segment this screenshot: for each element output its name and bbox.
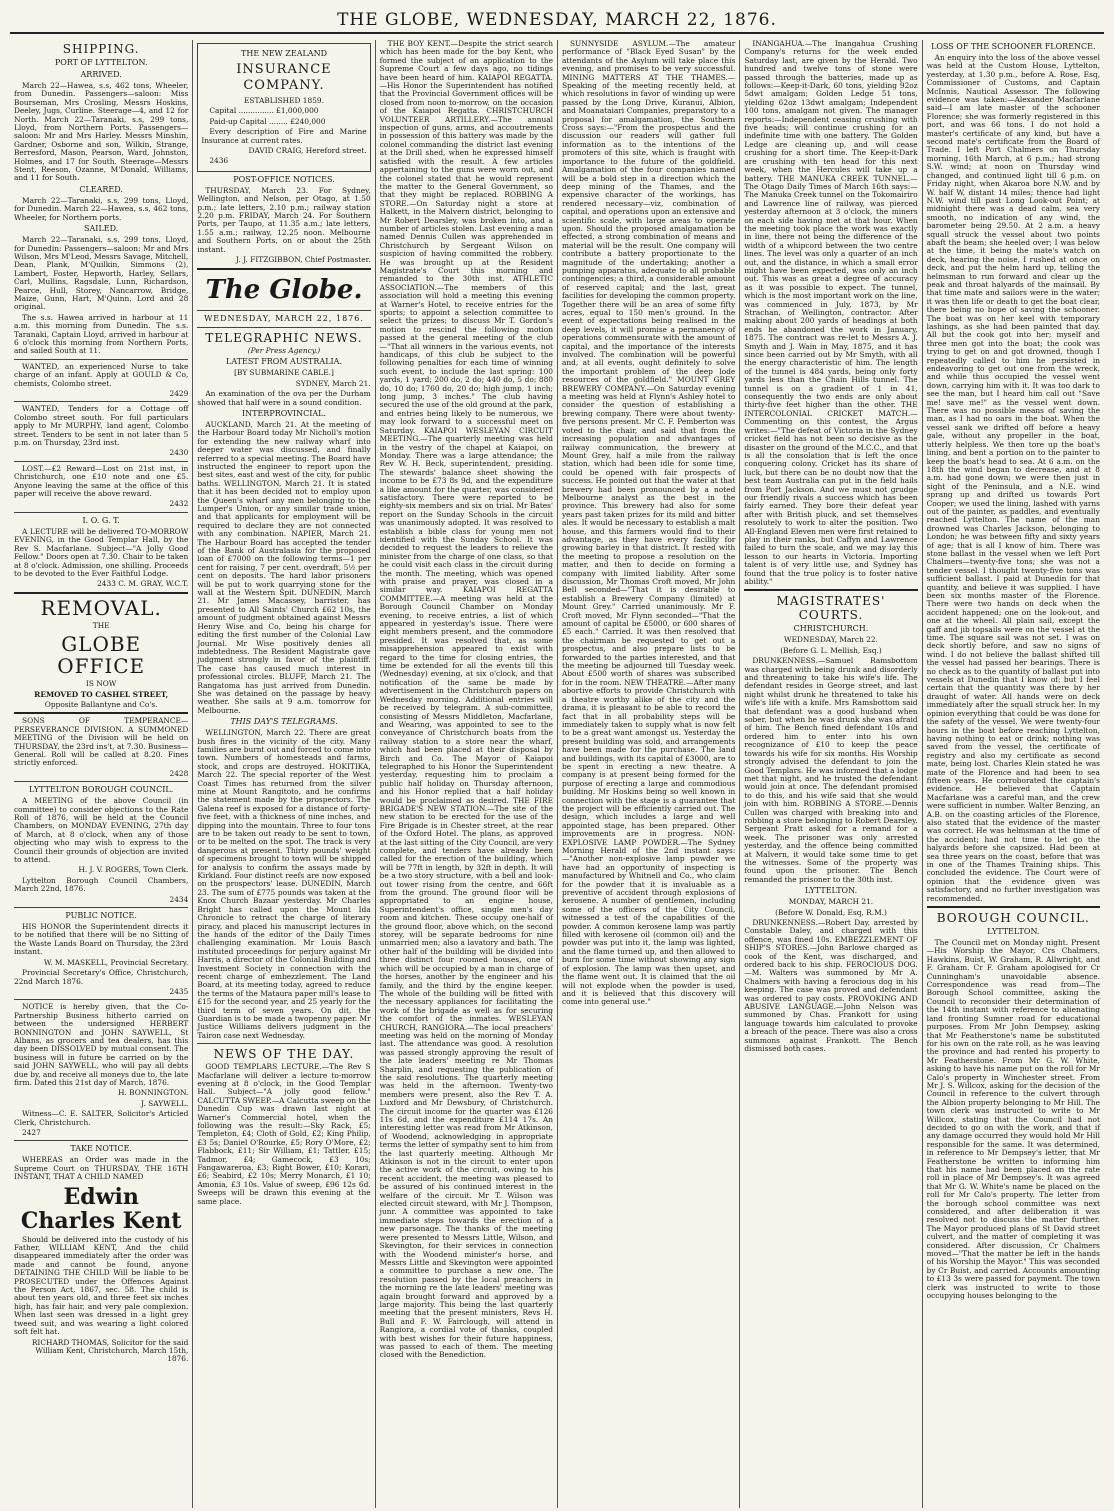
- iogt-heading: I. O. G. T.: [82, 515, 120, 525]
- divider: [197, 310, 370, 311]
- public-notice-text: HIS HONOR the Superintendent directs it to be notified that there will be no Sitting of the Waste Lands Board on Thursday, the 23rd instant.: [14, 922, 189, 957]
- columns: [10, 40, 1104, 1508]
- insurance-heading-1: THE NEW ZEALAND: [241, 49, 327, 58]
- insurance-paid-up: Paid-up Capital ........ £240,000: [209, 116, 326, 126]
- divider: [197, 268, 370, 270]
- column-5: [739, 40, 921, 1508]
- sydney-dateline: SYDNEY, March 21.: [295, 378, 371, 388]
- removal-opposite: Opposite Ballantyne and Co's.: [44, 699, 158, 709]
- schooner-loss-heading: LOSS OF THE SCHOONER FLORENCE.: [931, 42, 1096, 51]
- column-1: [10, 40, 192, 1508]
- divider: [14, 999, 188, 1000]
- public-notice-date: Provincial Secretary's Office, Christchurch, 22nd March 1876.: [14, 968, 189, 986]
- dissolution-signature-2: J. SAYWELL.: [141, 1098, 189, 1108]
- divider: [14, 359, 188, 360]
- divider: [14, 512, 188, 513]
- child-name: Edwin Charles Kent: [20, 1183, 182, 1234]
- divider: [14, 907, 188, 908]
- divider: [744, 589, 917, 591]
- post-office-heading: POST-OFFICE NOTICES.: [233, 174, 335, 184]
- removal-is-now: IS NOW: [85, 679, 117, 689]
- take-notice-text-2: Should be delivered into the custody of his Father, WILLIAM KENT, And the child disappeared immediately after the order was made and cannot be found, anyone DETAINING THE CHILD Will be liable to be PROSECUTED under the Offences Against the Person Act, 1867, sec. 58. The child is about ten years old, and three feet six inches high, has fair hair, and very pale complexion. When last seen was dressed in a light grey tweed suit, and was wearing a light colored soft felt hat.: [14, 1234, 189, 1337]
- sailed-heading: SAILED.: [84, 224, 119, 234]
- column-3: [375, 40, 557, 1508]
- insurance-number: 2436: [209, 156, 229, 166]
- borough-council-heading: BOROUGH COUNCIL.: [936, 911, 1090, 926]
- magistrates-heading: MAGISTRATES' COURTS.: [776, 594, 886, 623]
- globe-date: WEDNESDAY, MARCH 22, 1876.: [204, 313, 364, 323]
- post-office-text: THURSDAY, March 23. For Sydney, Wellington, and Nelson, per Otago, at 1.50 p.m.; late letters, 2.10 p.m.; railway station 2.20 p.m. FRIDAY, March 24. For Southern Ports, per Taupo, at 11.35 a.m.; late letters, 1.55 a.m.; railway, 12.25 noon. Melbourne and Southern Ports, on or about the 25th instant.: [197, 185, 371, 254]
- dissolution-signature-1: H. BONNINGTON.: [118, 1088, 189, 1098]
- borough-council-subheading: LYTTELTON.: [987, 927, 1040, 937]
- arrived-heading: ARRIVED.: [80, 70, 122, 79]
- post-office-signature: J. J. FITZGIBBON, Chief Postmaster.: [236, 255, 371, 265]
- telegraphic-heading: TELEGRAPHIC NEWS.: [205, 330, 363, 345]
- dissolution-notice-text: NOTICE is hereby given, that the Co-Partnership Business hitherto carried on between the undersigned HERBERT BONNINGTON and JOHN SAYWELL, St Albans, as grocers and tea dealers, has this day been DISSOLVED by mutual consent. The business will in future be carried on by the said JOHN SAYWELL, who will pay all debts due by, and receive all moneys due to, the late firm. Dated this 21st day of March, 1876.: [14, 1002, 189, 1087]
- divider: [927, 906, 1100, 908]
- arrived-text: March 22—Hawea, s.s, 462 tons, Wheeler, from Dunedin. Passengers—saloon: Miss Bourseman, Mrs Crosling, Messrs Hoskins, Deeley, Jugs, Curline. Steerage—4, and 12 for North. March 22—Taranaki, s.s, 299 tons, Lloyd, from Northern Ports. Passengers—saloon: Mr and Mrs Harley. Messrs Minshin, Gardner, Osborne and son, Wilkin, Strange, Berresford, Mason, Pearson, Ward, Johnston, Holmes, and 17 for South. Steerage—Messrs Stent, Reeson, Ozanne, M'Donald, Williams, and 11 for South.: [14, 81, 189, 183]
- divider: [14, 1140, 188, 1141]
- divider: [14, 781, 188, 782]
- insurance-capital: Capital ............... £1,000,000: [209, 106, 319, 116]
- hawea-text: The s.s. Hawea arrived in harbour at 11 a.m. this morning from Dunedin. The s.s. Taranaki, Captain Lloyd, arrived in harbour at 6 o'clock this morning from Northern Ports, and sailed South at 11.: [14, 312, 189, 356]
- lyttelton-text: DRUNKENNESS.—Robert Day, arrested by Constable Daley, and charged with this offence, was fined 10s. EMBEZZLEMENT OF SHIP'S STORES.—John Barlowe charged as cook of the Kent, was discharged, and ordered back to his ship. FEROCIOUS DOG.—M. Walters was summoned by Mr A. Chalmers with having a ferocious dog in his keeping. The case was proved and defendant was ordered to pay costs. PROVOKING AND ABUSIVE LANGUAGE.—John Nelson was summoned by Chas. Frankott for using language towards him calculated to provoke a breach of the peace. There was also a cross summons against Frankott. The Bench dismissed both cases.: [744, 918, 918, 1054]
- removal-the: THE: [92, 620, 110, 630]
- insurance-ad: [197, 43, 370, 172]
- divider: [197, 327, 370, 328]
- interprovincial-heading: INTERPROVINCIAL.: [241, 408, 327, 418]
- insurance-text: Every description of Fire and Marine Insurance at current rates.: [201, 127, 367, 145]
- borough-council-text: The Council met on Monday night. Present—His Worship the Mayor, Crs Chalmers, Hawkins, Buist, W. Graham, R. Allwright, and F. Graham. Cr F. Graham apologised for Cr Cunningham's unavoidable absence. Correspondence was read from—The Borough School committee, asking the Council to reconsider their determination of the 14th instant with reference to alienating land fronting Sumner road for educational purposes. From Mr John Dempsey, asking that Mr Featherstone's name be substituted for his own on the rate roll, as he was leaving the province and had rented his property to Mr Featherstone. From Mr G. W. White, asking to have his name put on the roll for Mr Calo's property in Winchester street. From Mr J. S. Willcox, asking for the decision of the Council in reference to the culvert through the Albion property belonging to Mr Hill. The town clerk was instructed to write to Mr Willcox, stating that the Council had not decided to go on with the work, and that if any damage occurred they would hold Mr Hill responsible for the same. It was determined, in reference to Mr Dempsey's letter, that Mr Featherstone be written to informing him that his name had been placed on the rate roll in place of Mr Dempsey's. It was agreed that Mr G. W. White's name be placed on the roll for Mr Calo's property. The letter from the borough school committee was next considered, and after deliberation it was resolved not to discuss the matter further. The Mayor produced plans of St David street culvert, and the matter of completing it was considered. After discussion, Cr Chalmers moved—"That the matter be left in the hands of his Worship the Mayor." This was seconded by Cr Buist, and carried. Accounts amounting to £13 3s were passed for payment. The town clerk was instructed to write to those occupying houses belonging to the: [926, 938, 1100, 1301]
- ad-lost: LOST.—£2 Reward—Lost on 21st inst, in Christchurch, one £10 note and one £5. Anyone leaving the same at the office of this paper will receive the above reward.: [14, 463, 189, 499]
- insurance-established: ESTABLISHED 1859.: [244, 96, 324, 105]
- column-3-text: THE BOY KENT.—Despite the strict search which has been made for the boy Kent, who formed the subject of an application to the Supreme Court a few days ago, no tidings have been heard of him. KAIAPOI REGATTA.—His Honor the Superintendent has notified that the Provincial Government offices will be closed from noon to-morrow, on the occasion of the Kaiapoi Regatta. CHRISTCHURCH VOLUNTEER ARTILLERY.—The annual inspection of guns, arms, and accoutrements in possession of this battery was made by the colonel commanding the district last evening at the Drill shed, when he expressed himself satisfied with the result. A few articles appertaining to the guns were worn out, and the colonel stated that he would represent the matter to the General Government, so that they might be replaced. ROBBING A STORE.—On Saturday night a store at Halkett, in the Malvern district, belonging to Mr Robert Dearsley, was broken into, and a number of articles stolen. Last evening a man named Dennis Cullen was apprehended in Christchurch by Sergeant Wilson on suspicion of having committed the robbery. He was brought up at the Resident Magistrate's Court this morning and remanded to the 30th inst. ATHLETIC ASSOCIATION.—The members of this association will hold a meeting this evening at Warner's Hotel, to receive entries for the sports; to appoint a selection committee to select the prizes; to discuss Mr T. Gordon's motion to rescind the following motion passed at the general meeting of the club—"That all winners in the various events, not handicaps, of this club be subject to the following penalties for each time of winning such event, to include the last spring: 100 yards, 1 yard; 200 do, 2 do; 440 do, 5 do; 880 do, 10 do; 1760 do, 20 do; high jump, 1 inch; long jump, 3 inches." The club having secured the use of the old ground at the park, and entries being likely to be numerous, we may look forward to a successful meet on Saturday. KAIAPOI WESLEYAN CIRCUIT MEETING.—The quarterly meeting was held in the vestry of the chapel at Kaiapoi, on Monday. There was a large attendance; the Rev W. H. Beck, superintendent, presiding. The stewards' balance sheet showing the income to be £73 8s 9d, and the expenditure a like amount for the quarter, was considered satisfactory. There were reported to be eighty-six members and six on trial. Mr Bates' report on the Sunday Schools in the circuit was unanimously adopted. It was resolved to establish a bible class for young men not identified with the Sunday School. It was decided to request the leaders to relieve the minister from the charge of one class, so that he could visit each class in the circuit during the month. The meeting, which was opened with praise and prayer, was closed in a similar way. KAIAPOI REGATTA COMMITTEE.—A meeting was held at the Borough Council Chamber on Monday evening, to receive entries, a list of which appeared in yesterday's issue. There were eight members present, and the commodore presided. It was resolved that, as some misapprehension appeared to exist with regard to the time for closing entries, the time be extended for all the events till this (Wednesday) evening, at six o'clock, and that notification of the same be made by advertisement in the Christchurch papers on Wednesday morning. Additional entries will be received by telegram. A sub-committee, consisting of Messrs Middleton, Macfarlane, and Wearing, was appointed to see to the conveyance of Christchurch boats from the railway station to a store near the wharf, which had been placed at their disposal by Birch and Co. The Mayor of Kaiapoi telegraphed to his Honor the Superintendent yesterday, requesting him to proclaim a public half holiday on Thursday afternoon, and his Honor replied that a half holiday would be proclaimed as desired. THE FIRE BRIGADE'S NEW STATION.—The site of the new station to be erected for the use of the Fire Brigade is in Chester street, at the rear of the Oxford Hotel. The plans, as approved at the last sitting of the City Council, are very complete, and tenders have already been called for the erection of the building, which will be 77ft in length, by 32ft in depth. It will be a two story structure, with a bell and look-out tower rising from the centre, and 66ft from the ground. The ground floor will be appropriated to an engine house, Superintendent's office, single men's day room and kitchen. These occupy one-half of the ground floor, above which, on the second storey, will be separate bedrooms for nine unmarried men; also a lavatory and bath. The other half of the building will be divided into three distinct four roomed houses, one of which will be occupied by a man in charge of the horses, another by the engineer and his family, and the third by the engine keeper. The whole of the building will be fitted with the necessary appliances for facilitating the work of the brigade as well as for securing the comfort of the inmates. WESLEYAN CHURCH, RANGIORA.—The local preachers' meeting was held on the morning of Monday last. The attendance was good. A resolution was passed strongly approving the result of the late leaders' meeting re Mr Thomas Sharplin, and requesting the publication of the said resolutions. The quarterly meeting was held in the afternoon. Twenty-two members were present, also the Rev T. A. Luxford and Mr Dewsbury, of Christchurch. The circuit income for the quarter was £126 11s 6d, and the expenditure £114 17s. An interesting letter was read from Mr Atkinson, of Woodend, acknowledging in appropriate terms the letter of sympathy sent to him from the last quarterly meeting. Although Mr Atkinson is not in the circuit to enter upon the active work of the circuit, owing to his recent accident, the meeting was pleased to be assured of his continued interest in the welfare of the circuit. Mr T. Wilson was elected circuit steward, with Mr J. Thompson, junr. A committee was appointed to take immediate steps towards the erection of a new parsonage. The thanks of the meeting were presented to Messrs Little, Wilson, and Skevington, for their services in connection with the Woodend minister's horse, and Messrs Little and Skevington were appointed a committee to purchase a new one. The resolution passed by the local preachers in the morning re the late leaders' meeting was again brought forward and approved by a large majority. This being the last quarterly meeting that the present ministers, Revs H. Bull and F. W. Fairclough, will attend in Rangiora, a cordial vote of thanks, coupled with best wishes for their future happiness, was passed to each of them. The meeting closed with the Benediction.: [379, 40, 553, 1360]
- council-text: A MEETING of the above Council (in committee) to consider objections to the Rate Roll of 1876, will be held at the Council Chambers, on MONDAY EVENING, 27th day of March, at 8 o'clock, when any of those objecting who may wish to express to the Council their grounds of objection are invited to attend.: [14, 796, 189, 865]
- column-2: [192, 40, 374, 1508]
- news-of-day-text: GOOD TEMPLARS LECTURE.—The Rev S Macfarlane will deliver a lecture to-morrow evening at 8 o'clock, in the Good Templar Hall. Subject—"A jolly good fellow." CALCUTTA SWEEP.—A Calcutta sweep on the Dunedin Cup was drawn last night at Warner's Commercial hotel, when the following was the result:—Sky Rack, £5; Templeton, £4; Cloth of Gold, £2; King Philip, £3 5s; Daniel O'Rourke, £5; Rory O'More, £2; Flabbock, £11; Sir William, £1; Tattler, £15; Tadmor, £4; Gamecock, £3 10s; Fangawareroa, £3; Right Bower, £10; Korari, £6; Seabird, £2 10s; Merry Monarch, £1 10; Amonia, £3 10s. Value of sweep, £96 12s 6d. Sweeps will be drawn this evening at the same place.: [197, 1062, 371, 1206]
- take-notice-text-1: WHEREAS an Order was made in the Supreme Court on THURSDAY, THE 16TH INSTANT, THAT A CHILD NAMED: [14, 1155, 189, 1182]
- shipping-heading: SHIPPING.: [62, 42, 140, 56]
- take-notice-signature: RICHARD THOMAS, Solicitor for the said William Kent, Christchurch, March 15th, 1876.: [31, 1337, 189, 1364]
- iogt-signature: 2433 C. M. GRAY, W.C.T.: [97, 579, 189, 589]
- masthead: THE GLOBE, WEDNESDAY, MARCH 22, 1876.: [10, 8, 1104, 34]
- lyttelton-heading: LYTTELTON.: [804, 886, 858, 896]
- removal-to: REMOVED TO CASHEL STREET,: [34, 689, 169, 699]
- public-notice-number: 2435: [169, 986, 189, 996]
- press-agency: (Per Press Agency.): [247, 345, 321, 355]
- council-number: 2434: [169, 894, 189, 904]
- column-5-text: INANGAHUA.—The Inangahua Crushing Company's returns for the week ended Saturday last, are given by the Herald. Two hundred and twelve tons of stone were passed through the batteries, made up as follows:—Keep-it-Dark, 60 tons, yielding 92oz 5dwt amalgam; Golden Ledge 51 tons, yielding 62oz 13dwt amalgam; Independent 100 tons, amalgam not given. The manager reports:—Independent ceasing crushing with five heads; will continue crushing for an indefinite time with one battery. The Golden Ledge are cleaning up, and will cease crushing for a short time. The Keep-it-Dark are crushing with ten head for this next week, when the Hercules will take up a battery. THE MANUKA CREEK TUNNEL.—The Otago Daily Times of March 16th says:—The Manuka Creek tunnel on the Tokomairiro and Lawrence line of railway, was pierced yesterday afternoon at 3 o'clock, the miners on each side having met at that hour. When the meeting took place the work was exactly in line, there not being the difference of the width of a whipcord between the two centre lines. The level was only a quarter of an inch out, and the distance, in which a small error might have been expected, was only an inch out. This was as great a degree of accuracy as it was possible to expect. The tunnel, which is the most important work on the line, was commenced in July, 1873, by Mr Strachan, of Wellington, contractor. After making about 200 yards of headings at both ends he abandoned the work in January, 1875. The contract was re-let to Messrs A. J. Smyth and J. Wain in May, 1875, and it has since been carried out by Mr Smyth, with all the energy characteristic of him. The length of the tunnel is 484 yards, being only forty yards less than the Chain Hills tunnel. The tunnel is on a gradient of 1 in 41, consequently the two ends are only about thirty-five feet higher than the other. THE INTERCOLONIAL CRICKET MATCH.—Commenting on this contest, the Argus writes:—"The defeat of Victoria in the Sydney cricket field has not been so decisive as the disaster on the ground of the M.C.C., and that is all the consolation that is left the once conquering colony. Cricket has its share of luck, but there can be no doubt now that the best team Australia can put in the field hails from Port Jackson. And we must not grudge our friendly rivals a success which has been fairly earned. They bore their defeat year after with British pluck, and set themselves resolutely to work to alter the position. Two All-England Eleven men were first retained to play in their ranks, but Caffyn and Lawrence failed to turn the scale, and we may lay this lesson to our hearts in Victoria. Importing talent is of very little use, and Sydney has found that the true policy is to foster native ability.": [744, 40, 918, 586]
- column-4-text: SUNNYSIDE ASYLUM.—The amateur performance of "Black Eyed Susan" by the attendants of the Asylum will take place this evening, and promises to be very successful. MINING MATTERS AT THE THAMES.—Speaking of the meeting recently held, at which resolutions in favor of winding up were passed by the Long Drive, Kuranui, Albion, and Moanataiari Companies, preparatory to a proposal for amalgamation, the Southern Cross says:—"From the prospectus and the discussion our readers will gather full information as to the intentions of the promoters of this site, which is fraught with importance to the future of the goldfield. Amalgamation of the four companies named will be a bold step in a direction which the deep mining of the Thames, and the expensive character of the workings, has rendered necessary—viz, combination of capital, and operations upon an extensive and scientific scale, with large areas to operate upon. Should the proposed amalgamation be effected, a strong combination of means and material will be the result. One company will contribute a battery proportionate to the magnitude of the undertaking; another a pumping apparatus, adequate to all probable contingencies; a third, a considerable amount of reserved capital; and the last, great facilities for developing the common property. Together there will be an area of some fifty acres, equal to 150 men's ground. In the event of expectations being realised in the deep levels, it will promise a permanency of operations commensurate with the amount of capital, and the importance of the interests involved. The combination will be powerful and, at all events, ought definitely to solve the important problem of the deep lode resources of the goldfield." MOUNT GREY BREWERY COMPANY.—On Saturday evening a meeting was held at Flynn's Ashley hotel to consider the question of establishing a brewing company. There were about twenty-five persons present. Mr C. F. Pemberton was voted to the chair, and said that from the increasing population and advantages of railway communication, the brewery at Mount Grey, half a mile from the railway station, which had been idle for some time, could be opened with fair prospects of success. He pointed out that the water at that brewery had been pronounced by a noted Melbourne analyst as the best in the province. This brewery had also for some years past taken prizes for its mild and bitter ales. It would be necessary to establish a malt house, and this farmers would find to their advantage, as they have every facility for growing barley in that district. It rested with the meeting to propose a resolution on the matter, and then to decide on forming a company with limited liability. After some discussion, Mr Thomas Croft moved, Mr John Bell seconded—"That it is desirable to establish a Brewery Company (limited) at Mount Grey." Carried unanimously. Mr F. Croft moved, Mr Flynn seconded—"That the amount of capital be £5000, or 600 shares of £5 each." Carried. It was then resolved that the chairman be requested to get out a prospectus, and also prepare lists to be forwarded to the parties interested, and that the meeting be adjourned till Tuesday week. About £500 worth of shares was subscribed for in the room. NEW THEATRE.—After many abortive efforts to provide Christchurch with a theatre worthy alike of the city and the drama, it is pleasant to be able to record the fact that in all probability steps will be immediately taken to supply what is now felt to be a great want amongst us. Yesterday the present building was sold, and arrangements have been made for the purchase. The land and buildings, with its capital of £3000, are to be spent in erecting a new theatre. A company is at present being formed for the purpose of erecting a large and commodious building. Mr Hoskins being so well known in connection with the stage is a guarantee that the project will be efficiently carried out. The design, which includes a large and well appointed stage, has been prepared. Other improvements are in progress. NON-EXPLOSIVE LAMP POWDER.—The Sydney Morning Herald of the 2nd instant says:—"Another non-explosive lamp powder we have had an opportunity of inspecting is manufactured by Whitnell and Co., who claim for the powder that it is invaluable as a preventive of accident through explosions of kerosene. A number of gentlemen, including some of the officers of the City Council, witnessed a test of the capabilities of the powder. A common kerosene lamp was partly filled with kerosene oil (common oil) and the powder was put into it, the lamp was lighted, and the flame turned up, and then allowed to burn for some time without showing any sign of explosion. The lamp was then upset, and the flame went out. It is claimed that the oil will not explode when the powder is used, and it is believed that this discovery will come into general use.": [561, 40, 736, 1007]
- divider: [14, 592, 188, 594]
- lyttelton-date: MONDAY, MARCH 21.: [788, 897, 874, 907]
- cleared-text: March 22—Taranaki, s.s, 299 tons, Lloyd, for Dunedin. March 22—Hawea, s.s, 462 tons, Wheeler, for Northern ports.: [14, 195, 189, 222]
- public-notice-heading: PUBLIC NOTICE.: [65, 911, 137, 921]
- days-telegrams-text: WELLINGTON, March 22. There are great bush fires in the vicinity of the city. Many families are burnt out and forced to come into town. Numbers of homesteads and farms, stock, and crops are destroyed. HOKITIKA, March 22. The special reporter of the West Coast Times has returned from the silver mine at Mount Rangitoto, and he confirms the statement made by the prospectors. The Galena reef is exposed for a distance of forty-five feet, with a thickness of nine inches, and dipping into the mountain. Three to four tons are to be taken out ready to be sent to town, or to be melted on the spot. The track is very dangerous at present. Thirty pounds' weight of specimens brought to town will be shipped for analysis to confirm the assays made by Kirkland. Four distinct reefs are now exposed on the prospectors' lease. DUNEDIN, March 23. The sum of £775 pounds was taken at the Knox Church Bazaar yesterday. Mr Charles Bright has called upon the Mount Ida Chronicle to retract the charge of literary piracy, and placed his manuscript lectures in the hands of the editor of the Daily Times challenging examination. Mr Louis Basch instituted proceedings for perjury against Mr Harris, a director of the Colonial Building and Investment Society in connection with the recent charge of embezzlement. The Land Board, at its meeting today, agreed to reduce the terms of the Mataura paper mill's lease to £15 for the second year, and 25 yearly for the third term of seven years. On dit, the Guardian is to be made a twopenny paper. Mr Justice Williams delivers judgment in the Tairon case next Wednesday.: [197, 728, 371, 1040]
- news-of-day-heading: NEWS OF THE DAY.: [213, 1047, 355, 1062]
- sydney-text: An examination of the ova per the Durham showed that half were in a sound condition.: [197, 389, 371, 407]
- divider: [14, 461, 188, 462]
- divider: [14, 401, 188, 402]
- port-heading: PORT OF LYTTELTON.: [54, 58, 148, 67]
- dissolution-number: 2427: [22, 1128, 41, 1137]
- ad-nurse-number: 2429: [169, 389, 189, 398]
- insurance-signature: DAVID CRAIG, Hereford street.: [248, 146, 367, 156]
- christchurch-date: WEDNESDAY, March 22.: [784, 635, 878, 645]
- sailed-text: March 22—Taranaki, s.s, 299 tons, Lloyd, for Dunedin: Passengers—saloon: Mr and Mrs Wilson, Mrs M'Leod, Messrs Savage, Mitchell, Dean, Plank, M'Quilkin, Simmons (2), Lambert, Foster, Hepworth, Harley, Sellars, Carl, Mullins, Ragsdale, Lunn, Richardson, Pearce, Hull, Storey, Nancarrow, Bridge, Maize, Gunn, Hart, M'Quinn, Lord and 28 original.: [14, 235, 189, 312]
- insurance-heading-2: INSURANCE COMPANY.: [236, 62, 332, 93]
- interprovincial-text: AUCKLAND, March 21. At the meeting of the Harbour Board today Mr Nicholl's motion for extending the new railway wharf into deeper water was discussed, and finally referred to a special meeting. The Board have instructed the engineer to report upon the best sites, east and west of the city, for public baths. WELLINGTON, March 21. It is stated that it has been decided not to employ upon the Queen's wharf any men belonging to the Lumper's Union, or any similar trade union, and that applicants for employment will be required to declare they are not connected with any combination. NAPIER, March 21. The Harbour Board has accepted the tender of the Bank of Australasia for the proposed loan of £7000 on the following terms—1 per cent for raising, 7 per cent. overdraft, 5½ per cent on deposits. The hard labor prisoners will be put to work quarrying stone for the wall at the Western Spit. DUNEDIN, March 21. Mr James Macassey, barrister, has presented to All Saints' Church £62 10s, the amount of judgment obtained against Messrs Henry Wise and Co, being his charge for editing the first number of the Colonial Law Journal. Mr Wise positively denies all indebtedness. The Resident Magistrate gave judgment strongly in favor of the plaintiff. The case has caused much interest in professional circles. BLUFF, March 21. The Rangatoma has just arrived from Dunedin. She was detained on the passage by heavy weather. She sails at 9 a.m. tomorrow for Melbourne.: [197, 419, 371, 715]
- ad-tenders: WANTED, Tenders for a Cottage off Colombo street south. For full particulars apply to Mr MURPHY, land agent, Colombo street. Tenders to be sent in not later than 5 p.m. on Thursday, 23rd inst.: [14, 404, 189, 448]
- cable-label: [BY SUBMARINE CABLE.]: [234, 368, 334, 378]
- days-telegrams-heading: THIS DAY'S TELEGRAMS.: [230, 717, 338, 727]
- column-4: [557, 40, 739, 1508]
- removal-heading: REMOVAL.: [40, 595, 162, 620]
- iogt-text: A LECTURE will be delivered TO-MORROW EVENING, in the Good Templar Hall, by the Rev S. Macfarlane. Subject—"A Jolly Good Fellow." Doors open at 7.30. Chair to be taken at 8 o'clock. Admission, one shilling. Proceeds to be devoted to the Ever Faithful Lodge.: [14, 526, 189, 578]
- divider: [197, 1043, 370, 1044]
- council-date: Lyttelton Borough Council Chambers, March 22nd, 1876.: [14, 875, 189, 894]
- ad-nurse: WANTED, an experienced Nurse to take charge of an infant. Apply at GOULD & Co, chemists, Colombo street.: [14, 361, 189, 388]
- ad-lost-number: 2432: [169, 499, 189, 509]
- christchurch-text: DRUNKENNESS.—Samuel Ramsbottom was charged with being drunk and disorderly and threatening to take his wife's life. The defendant resides in George street, and last night whilst drunk he threatened to take his wife's life with a knife. Mrs Ramsbottom said that defendant was a good husband when sober, but when he was drunk she was afraid of him. The Bench fined defendant 10s and ordered him to enter into his own recognizance of £10 to keep the peace towards his wife for six months. His Worship strongly advised the defendant to join the Good Templars. He was informed that a lodge met that night, and he trusted the defendant would join at once. The defendant promised to do this, and his wife said that she would join with him. ROBBING A STORE.—Dennis Cullen was charged with breaking into and robbing a store belonging to Robert Dearsley. Sergeant Pratt asked for a remand for a week. The prisoner was only arrested yesterday, and the offence being committed at Malvern, it would take some time to get the witnesses. Some of the property was found upon the prisoner. The Bench remanded the prisoner to the 30th inst.: [744, 656, 918, 884]
- public-notice-signature: W. M. MASKELL, Provincial Secretary.: [43, 957, 189, 967]
- column-6: [922, 40, 1104, 1508]
- sons-text: SONS OF TEMPERANCE—PERSEVERANCE DIVISION. A SUMMONED MEETING of the Division will be held on THURSDAY, the 23rd ins't, at 7.30. Business—General. Roll will be called at 8.20. Fines strictly enforced.: [14, 716, 189, 768]
- latest-australia-heading: LATEST FROM AUSTRALIA.: [226, 357, 342, 367]
- christchurch-heading: CHRISTCHURCH.: [793, 624, 869, 634]
- removal-office: GLOBE OFFICE: [57, 632, 146, 679]
- christchurch-before: (Before G. L. Mellish, Esq.): [780, 645, 882, 655]
- lyttelton-before: (Before W. Donald, Esq, R.M.): [775, 907, 887, 917]
- council-signature: H. J. V. ROGERS, Town Clerk.: [78, 865, 189, 875]
- schooner-loss-text: An enquiry into the loss of the above vessel was held at the Custom House, Lyttelton, yesterday, at 1.30 p.m., before A. Rose, Esq, Commissioner of Customs, and Captain McInnis, Nautical Assessor. The following evidence was taken:—Alexander Macfarlane said—I am late master of the schooner Florence; she was formerly registered in this port, and was 66 tons. I do not hold a master's certificate of any kind, but have a second mate's certificate from the Board of Trade. I left Port Chalmers on Thursday morning, 16th March, at 6 p.m.; had strong S.W. wind; at noon on Thursday wind changed, and continued light till 6 p.m. on Friday night, when Akaroa bore N.W. and by W. half W, distant 14 miles; thence had light N.W. wind till past Long Look-out Point; at midnight there was a dead calm, sea very smooth, no indication of any wind, the barometer being 29.50. At 2 a.m. a heavy squall struck the vessel about two points abaft the beam; she heeled over; I was below at the time, it being the mate's watch on deck, hearing the noise, I rushed at once on deck, and put the helm hard up, telling the helmsman to run forward and clear up the peak and throat halyards of the mainsail. By that time mate and sailors were in the water; it was then life or death to get the boat clear, there being no hope of saving the schooner. The boat was on her keel with temporary lashings, as she had been painted that day. All but the cook got into her; myself and three men got into the boat; the cook was trying to get on and got drowned, though I repeatedly called to him he persisted in endeavoring to get out one from the wreck, and while thus occupied the vessel went down, carrying him with it. It was too dark to see the man, but I heard him call out "Save me! save me!" as the vessel went down. There was no possible means of saving the man, as I had no oars in the boat. When the vessel sank we drifted off before a heavy gale, without any propeller in the boat, utterly helpless. We then tore up the boat's lining, and bent a portion on to the painter to keep the boat's head to sea. At 6 a.m. on the 18th the wind began to decrease, and at 8 a.m. had gone down; we were then just in sight of the Peninsula, and a N.E. wind sprang up and drifted us towards Port Cooper; we used the lining, lashed with yarns out of the painter, as paddles, and eventually reached Lyttelton. The name of the man drowned was Charles Jackson, belonging to London; he was between fifty and sixty years of age; that is all I know of him. There was stone ballast in the vessel when we left Port Chalmers—twenty-five tons; she was not a tender vessel. I thought twenty-five tons was sufficient ballast. I paid at Dunedin for that quantity, and believe it was supplied. I have been six months master of the Florence. There were two hands on deck when the accident happened; one on the look-out, and one at the wheel. All plain sail, except the gaff and jib topsails were on the vessel at the time. The square sail was not set. I was on deck shortly before, and saw no signs of wind. I do not believe the ballast shifted till the vessel had passed her bearings. There is no check as to the quantity of ballast put into vessels at Dunedin that I know of; but I feel certain that the quantity was there by her draught of water. All hands were on deck immediately after the squall struck her. In my opinion everything that could be was done for the safety of the vessel. We were twenty-four hours in the boat before reaching Lyttelton, having nothing to eat or drink; nothing was saved from the vessel, the certificate of registry and also my certificate as second mate, being lost. Charles Klein stated he was mate of the Florence and had been to sea fifteen years. He corroborated the captain's evidence. He believed that Captain Macfarlane was a careful man, and the crew were sufficient in number. Walter Benzing, an A.B. on the coasting articles of the Florence, also stated that the evidence of the master was correct. He was helmsman at the time of the accident; had not time to let go the halyards before she capsized. Had been at sea three years on the coast, before that was in one of the Thames Training ships. This concluded the evidence. The Court were of opinion that the evidence given was satisfactory, and no further investigation was recommended.: [926, 53, 1100, 903]
- dissolution-witness: Witness—C. E. SALTER, Solicitor's Articled Clerk, Christchurch.: [14, 1109, 189, 1127]
- take-notice-heading: TAKE NOTICE.: [70, 1144, 132, 1154]
- globe-title: The Globe.: [205, 274, 363, 305]
- cleared-heading: CLEARED.: [79, 184, 123, 194]
- ad-tenders-number: 2430: [169, 448, 189, 458]
- divider: [14, 712, 188, 714]
- sons-number: 2428: [169, 768, 189, 778]
- council-heading: LYTTELTON BOROUGH COUNCIL.: [29, 785, 174, 795]
